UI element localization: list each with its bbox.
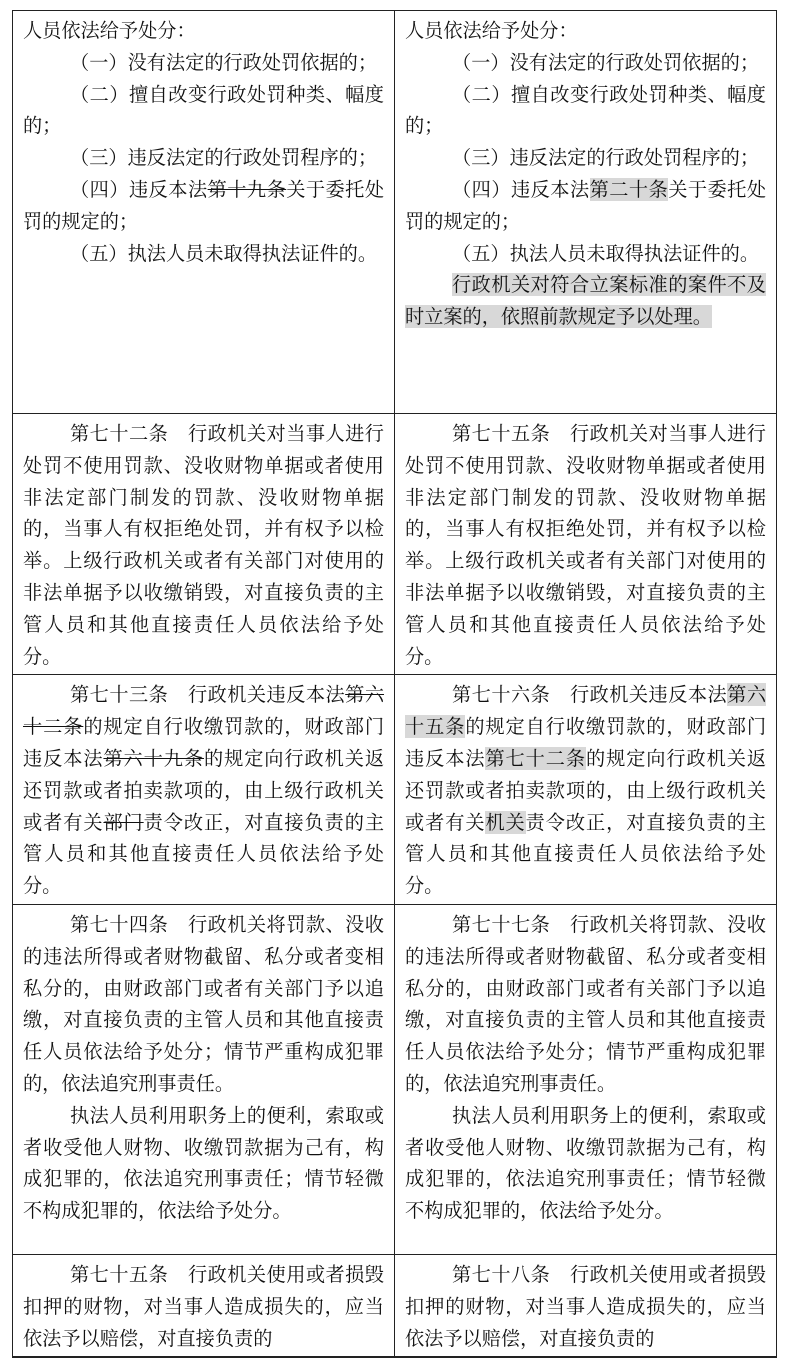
text-span: 的规定向行政机关返还罚款或者拍卖款项的，由上级行政机关或者有关	[23, 746, 385, 834]
paragraph	[405, 174, 766, 238]
old-text-cell	[13, 11, 395, 414]
paragraph: 第七十四条 行政机关将罚款、没收的违法所得或者财物截留、私分或者变相私分的，由财政部门或者有关部门予以追缴，对直接负责的主管人员和其他直接责任人员依法给予处分；情节严重构成犯罪的，依法追究刑事责任。	[23, 912, 384, 1095]
highlighted-text: 第七十二条	[485, 746, 586, 770]
paragraph: （二）擅自改变行政处罚种类、幅度的；	[23, 82, 384, 138]
table-row	[13, 904, 777, 1254]
deleted-text: 第六十二条	[23, 683, 385, 739]
highlighted-text: 第二十条	[589, 177, 669, 201]
text-span: 的规定自行收缴罚款的，财政部门违反本法	[23, 715, 385, 770]
text-span: 关于委托处罚的规定的；	[23, 177, 385, 233]
text-span: 第七十六条 行政机关违反本法	[452, 683, 728, 707]
deleted-text: 第六十九条	[103, 746, 204, 770]
deleted-text: 部门	[103, 810, 144, 834]
highlighted-text: 第六十五条	[405, 683, 767, 739]
paragraph: 第七十七条 行政机关将罚款、没收的违法所得或者财物截留、私分或者变相私分的，由财政部门或者有关部门予以追缴，对直接负责的主管人员和其他直接责任人员依法给予处分；情节严重构成犯罪的，依法追究刑事责任。	[405, 912, 766, 1095]
paragraph: 执法人员利用职务上的便利，索取或者收受他人财物、收缴罚款据为己有，构成犯罪的，依法追究刑事责任；情节轻微不构成犯罪的，依法给予处分。	[405, 1103, 766, 1223]
paragraph: （一）没有法定的行政处罚依据的；	[70, 50, 378, 74]
old-text-cell	[13, 414, 395, 675]
comparison-table	[12, 10, 777, 1358]
paragraph	[405, 679, 766, 902]
new-text-cell	[395, 904, 777, 1254]
text-span: （四）违反本法	[70, 177, 208, 201]
new-text-cell	[395, 414, 777, 675]
paragraph: （五）执法人员未取得执法证件的。	[452, 241, 760, 265]
text-span: 关于委托处罚的规定的；	[405, 177, 767, 233]
new-text-cell	[395, 675, 777, 905]
paragraph: （三）违反法定的行政处罚程序的；	[452, 146, 760, 170]
paragraph: 人员依法给予处分：	[23, 19, 196, 42]
paragraph	[23, 679, 384, 902]
deleted-text: 第十九条	[207, 177, 287, 201]
text-span: 责令改正，对直接负责的主管人员和其他直接责任人员依法给予处分。	[23, 810, 385, 898]
paragraph: （五）执法人员未取得执法证件的。	[70, 241, 378, 265]
paragraph	[23, 174, 384, 238]
paragraph: 第七十五条 行政机关对当事人进行处罚不使用罚款、没收财物单据或者使用非法定部门制发的罚款、没收财物单据的，当事人有权拒绝处罚，并有权予以检举。上级行政机关或者有关部门对使用的非法单据予以收缴销毁，对直接负责的主管人员和其他直接责任人员依法给予处分。	[405, 422, 766, 668]
paragraph: 第七十二条 行政机关对当事人进行处罚不使用罚款、没收财物单据或者使用非法定部门制发的罚款、没收财物单据的，当事人有权拒绝处罚，并有权予以检举。上级行政机关或者有关部门对使用的非法单据予以收缴销毁，对直接负责的主管人员和其他直接责任人员依法给予处分。	[23, 422, 384, 668]
highlighted-text: 行政机关对符合立案标准的案件不及时立案的，依照前款规定予以处理。	[405, 273, 766, 329]
table-row	[13, 11, 777, 414]
table-row	[13, 675, 777, 905]
text-span: （四）违反本法	[452, 177, 590, 201]
text-span: 第七十三条 行政机关违反本法	[70, 683, 346, 707]
old-text-cell	[13, 675, 395, 905]
paragraph: （二）擅自改变行政处罚种类、幅度的；	[405, 82, 766, 138]
paragraph: 执法人员利用职务上的便利，索取或者收受他人财物、收缴罚款据为己有，构成犯罪的，依法追究刑事责任；情节轻微不构成犯罪的，依法给予处分。	[23, 1103, 384, 1223]
text-span: 的规定自行收缴罚款的，财政部门违反本法	[405, 715, 767, 770]
paragraph: （一）没有法定的行政处罚依据的；	[452, 50, 760, 74]
old-text-cell	[13, 1254, 395, 1357]
paragraph	[405, 269, 766, 333]
paragraph: 人员依法给予处分：	[405, 19, 578, 42]
paragraph: （三）违反法定的行政处罚程序的；	[70, 146, 378, 170]
text-span: 的规定向行政机关返还罚款或者拍卖款项的，由上级行政机关或者有关	[405, 746, 767, 834]
text-span: 责令改正，对直接负责的主管人员和其他直接责任人员依法给予处分。	[405, 810, 767, 898]
old-text-cell	[13, 904, 395, 1254]
table-row	[13, 414, 777, 675]
new-text-cell	[395, 11, 777, 414]
highlighted-text: 机关	[485, 810, 526, 834]
paragraph: 第七十八条 行政机关使用或者损毁扣押的财物，对当事人造成损失的，应当依法予以赔偿，对直接负责的	[405, 1262, 766, 1350]
table-row	[13, 1254, 777, 1357]
paragraph: 第七十五条 行政机关使用或者损毁扣押的财物，对当事人造成损失的，应当依法予以赔偿，对直接负责的	[23, 1262, 384, 1350]
new-text-cell	[395, 1254, 777, 1357]
